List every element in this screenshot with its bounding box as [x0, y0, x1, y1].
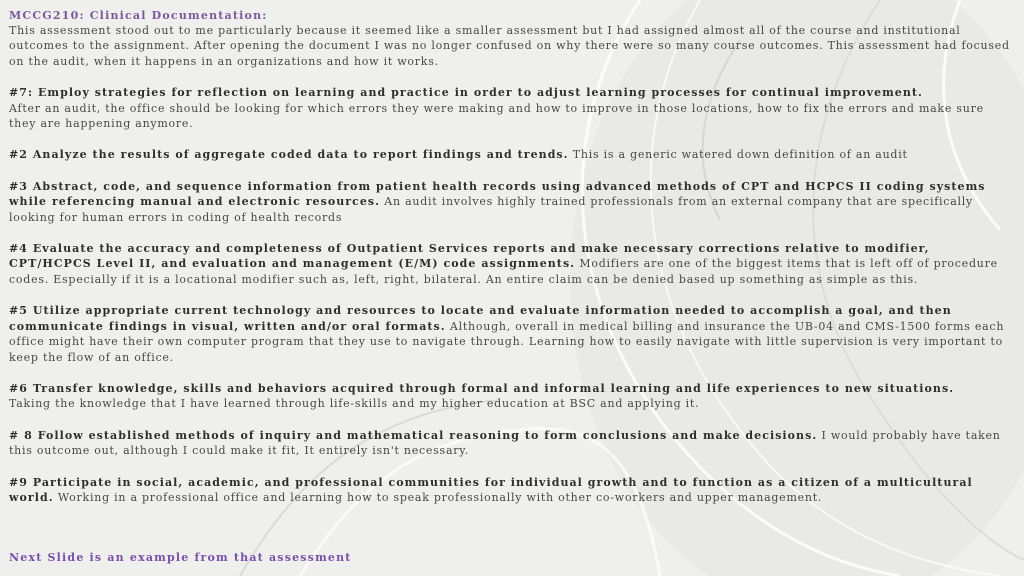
outcome-text: Modifiers are one of the biggest items that is left off of procedure codes. Especially if it is a locational modifier such as, left, right, bilateral. An entire claim can be denied based up something as simple as this.	[9, 257, 998, 286]
outcome-text: Working in a professional office and learning how to speak professionally with other co-workers and upper management.	[53, 490, 823, 504]
outcome-text: I would probably have taken this outcome out, although I could make it fit, It entirely isn't necessary.	[9, 428, 1001, 458]
slide-content	[9, 8, 1015, 505]
outcome-heading: #2 Analyze the results of aggregate coded data to report findings and trends.	[9, 148, 569, 162]
outcome-heading: #6 Transfer knowledge, skills and behaviors acquired through formal and informal learning and life experiences to new situations.	[9, 381, 955, 395]
outcome-text: After an audit, the office should be looking for which errors they were making and how to improve in those locations, how to fix the errors and make sure they are happening anymore.	[9, 101, 984, 131]
outcome-text: An audit involves highly trained professionals from an external company that are specifically looking for human errors in coding of health records	[9, 195, 974, 224]
outcome-9	[9, 475, 1015, 506]
outcome-text: Taking the knowledge that I have learned through life-skills and my higher education at BSC and applying it.	[9, 397, 700, 411]
outcome-8	[9, 428, 1015, 459]
outcome-6	[9, 381, 1015, 412]
outcome-text: This is a generic watered down definition of an audit	[568, 148, 908, 162]
outcome-3	[9, 179, 1015, 225]
outcome-heading: # 8 Follow established methods of inquiry and mathematical reasoning to form conclusions and make decisions.	[9, 428, 818, 442]
outcome-heading: #7: Employ strategies for reflection on learning and practice in order to adjust learning processes for continual improvement.	[9, 86, 923, 100]
intro-paragraph: This assessment stood out to me particularly because it seemed like a smaller assessment but I had assigned almost all of the course and institutional outcomes to the assignment. After opening the document I was no longer confused on why there were so many course outcomes. This assessment had focused on the audit, when it happens in an organizations and how it works.	[9, 24, 1010, 68]
outcome-7	[9, 85, 1015, 131]
outcome-heading: #9 Participate in social, academic, and professional communities for individual growth and to function as a citizen of a multicultural world.	[9, 475, 973, 504]
next-slide-note: Next Slide is an example from that assessment	[9, 551, 352, 564]
outcome-5	[9, 303, 1015, 365]
outcome-4	[9, 241, 1015, 287]
outcome-heading: #5 Utilize appropriate current technology and resources to locate and evaluate information needed to accomplish a goal, and then communicate findings in visual, written and/or oral formats.	[9, 304, 952, 333]
outcome-2	[9, 147, 1015, 162]
outcome-heading: #4 Evaluate the accuracy and completeness of Outpatient Services reports and make necessary corrections relative to modifier, CPT/HCPCS Level II, and evaluation and management (E/M) code assignments.	[9, 242, 930, 271]
outcome-heading: #3 Abstract, code, and sequence information from patient health records using advanced methods of CPT and HCPCS II coding systems while referencing manual and electronic resources.	[9, 179, 986, 209]
slide-title: MCCG210: Clinical Documentation:	[9, 9, 268, 22]
outcome-text: Although, overall in medical billing and insurance the UB-04 and CMS-1500 forms each office might have their own computer program that they use to navigate through. Learning how to easily navigate with little supervision is very important to keep the flow of an office.	[9, 319, 1005, 364]
